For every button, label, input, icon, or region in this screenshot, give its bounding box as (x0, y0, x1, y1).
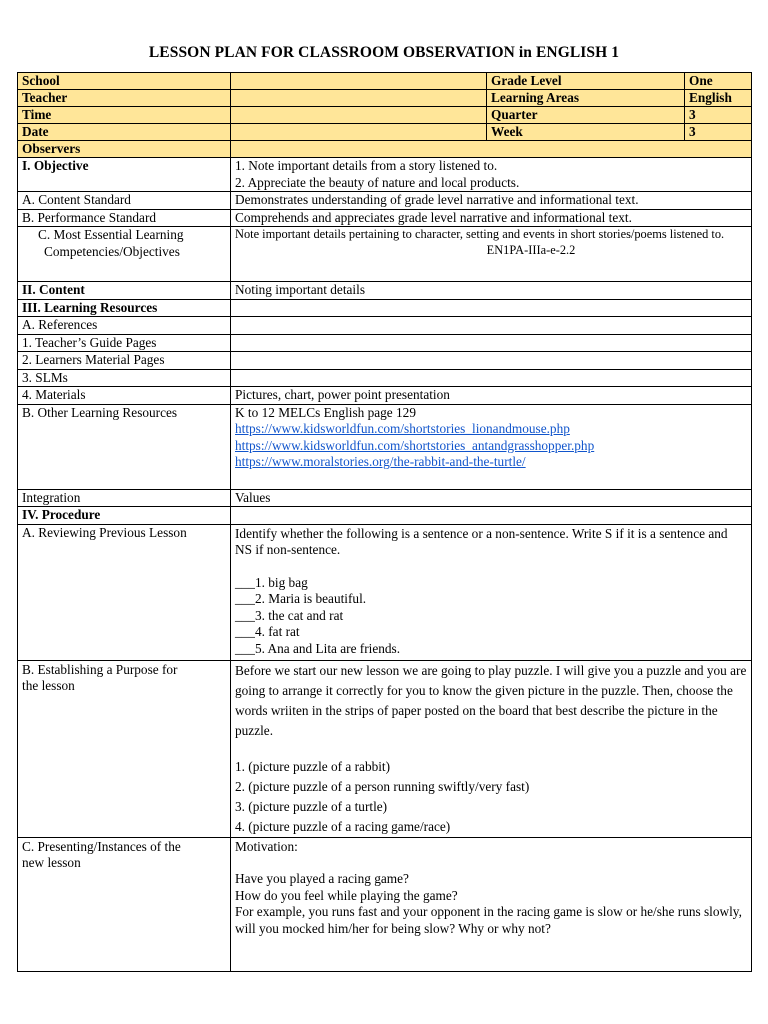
time-value[interactable] (231, 107, 487, 124)
teachers-guide-row (18, 334, 752, 352)
materials-value: Pictures, chart, power point presentation (231, 387, 752, 405)
grade-level-value: One (685, 73, 752, 90)
content-standard-label: A. Content Standard (18, 192, 231, 210)
learners-material-label: 2. Learners Material Pages (18, 352, 231, 370)
spacer (235, 559, 747, 575)
learners-material-row (18, 352, 752, 370)
content-value: Noting important details (231, 282, 752, 300)
procedure-row (18, 507, 752, 525)
content-row (18, 282, 752, 300)
presenting-label-line: new lesson (22, 855, 81, 870)
observers-label: Observers (18, 141, 231, 158)
content-standard-value: Demonstrates understanding of grade level narrative and informational text. (231, 192, 752, 210)
performance-standard-row (18, 209, 752, 227)
date-label: Date (18, 124, 231, 141)
spacer (235, 741, 747, 757)
melc-reference-text: K to 12 MELCs English page 129 (235, 404, 416, 420)
resource-link[interactable]: https://www.moralstories.org/the-rabbit-and-the-turtle/ (235, 454, 526, 469)
learning-resources-value (231, 299, 752, 317)
header-row-date (18, 124, 752, 141)
references-label: A. References (18, 317, 231, 335)
learning-areas-label: Learning Areas (487, 90, 685, 107)
spacer (235, 855, 747, 871)
week-label: Week (487, 124, 685, 141)
school-value[interactable] (231, 73, 487, 90)
learners-material-value (231, 352, 752, 370)
learning-areas-value: English (685, 90, 752, 107)
quarter-label: Quarter (487, 107, 685, 124)
reviewing-label: A. Reviewing Previous Lesson (18, 524, 231, 660)
header-row-teacher (18, 90, 752, 107)
other-resources-value (231, 404, 752, 489)
teachers-guide-value (231, 334, 752, 352)
other-resources-row (18, 404, 752, 489)
teachers-guide-label: 1. Teacher’s Guide Pages (18, 334, 231, 352)
melc-label-line: Competencies/Objectives (44, 243, 180, 259)
resource-link[interactable]: https://www.kidsworldfun.com/shortstories_lionandmouse.php (235, 421, 570, 436)
purpose-item: 1. (picture puzzle of a rabbit) (235, 758, 391, 774)
melc-label-line: C. Most Essential Learning (38, 227, 184, 242)
grade-level-label: Grade Level (487, 73, 685, 90)
objective-label: I. Objective (18, 158, 231, 192)
purpose-row (18, 660, 752, 837)
purpose-label (18, 660, 231, 837)
integration-row (18, 489, 752, 507)
presenting-row (18, 837, 752, 971)
week-value: 3 (685, 124, 752, 141)
presenting-label (18, 837, 231, 971)
reviewing-instruction: Identify whether the following is a sentence or a non-sentence. Write S if it is a sentence and NS if non-sentence. (235, 525, 728, 557)
melc-text: Note important details pertaining to character, setting and events in short stories/poems listened to. (235, 227, 725, 241)
procedure-value (231, 507, 752, 525)
header-row-school (18, 73, 752, 90)
reviewing-item: ___5. Ana and Lita are friends. (235, 640, 401, 656)
other-resources-label: B. Other Learning Resources (18, 404, 231, 489)
objective-item: 1. Note important details from a story listened to. (235, 158, 498, 173)
slms-row (18, 369, 752, 387)
header-row-observers (18, 141, 752, 158)
reviewing-item: ___1. big bag (235, 574, 308, 590)
objective-item: 2. Appreciate the beauty of nature and local products. (235, 174, 520, 190)
presenting-line: How do you feel while playing the game? (235, 887, 458, 903)
reviewing-item: ___2. Maria is beautiful. (235, 591, 367, 606)
references-row (18, 317, 752, 335)
teacher-label: Teacher (18, 90, 231, 107)
learning-resources-label: III. Learning Resources (18, 299, 231, 317)
performance-standard-value: Comprehends and appreciates grade level narrative and informational text. (231, 209, 752, 227)
teacher-value[interactable] (231, 90, 487, 107)
objective-value (231, 158, 752, 192)
melc-label (18, 227, 231, 282)
presenting-value (231, 837, 752, 971)
reviewing-item: ___4. fat rat (235, 624, 300, 639)
purpose-value (231, 660, 752, 837)
presenting-label-line: C. Presenting/Instances of the (22, 838, 181, 854)
time-label: Time (18, 107, 231, 124)
slms-value (231, 369, 752, 387)
purpose-label-line: B. Establishing a Purpose for (22, 661, 178, 677)
procedure-label: IV. Procedure (18, 507, 231, 525)
content-label: II. Content (18, 282, 231, 300)
page-title: LESSON PLAN FOR CLASSROOM OBSERVATION in ENGLISH 1 (148, 44, 620, 61)
purpose-item: 3. (picture puzzle of a turtle) (235, 798, 388, 814)
reviewing-row (18, 524, 752, 660)
school-label: School (18, 73, 231, 90)
references-value (231, 317, 752, 335)
resource-link[interactable]: https://www.kidsworldfun.com/shortstories_antandgrasshopper.php (235, 437, 595, 453)
purpose-item: 4. (picture puzzle of a racing game/race) (235, 818, 451, 834)
melc-value (231, 227, 752, 282)
integration-value: Values (231, 489, 752, 507)
reviewing-value (231, 524, 752, 660)
presenting-line: For example, you runs fast and your opponent in the racing game is slow or he/she runs slowly, will you mocked him/her for being slow? Why or why not? (235, 904, 742, 936)
header-row-time (18, 107, 752, 124)
content-standard-row (18, 192, 752, 210)
reviewing-item: ___3. the cat and rat (235, 607, 344, 623)
learning-resources-row (18, 299, 752, 317)
performance-standard-label: B. Performance Standard (18, 209, 231, 227)
slms-label: 3. SLMs (18, 369, 231, 387)
objective-row (18, 158, 752, 192)
melc-code: EN1PA-IIIa-e-2.2 (486, 243, 576, 257)
observers-value[interactable] (231, 141, 752, 158)
materials-label: 4. Materials (18, 387, 231, 405)
presenting-line: Have you played a racing game? (235, 871, 409, 886)
lesson-plan-table (17, 72, 752, 972)
purpose-label-line: the lesson (22, 678, 75, 693)
quarter-value: 3 (685, 107, 752, 124)
purpose-item: 2. (picture puzzle of a person running swiftly/very fast) (235, 778, 530, 794)
date-value[interactable] (231, 124, 487, 141)
melc-row (18, 227, 752, 282)
presenting-heading: Motivation: (235, 838, 298, 854)
materials-row (18, 387, 752, 405)
integration-label: Integration (18, 489, 231, 507)
purpose-text: Before we start our new lesson we are going to play puzzle. I will give you a puzzle and you are going to arrange it correctly for you to know the given picture in the puzzle. Then, choose the words wriiten in the strips of paper posted on the board that best describe the picture in the puzzle. (235, 662, 747, 738)
